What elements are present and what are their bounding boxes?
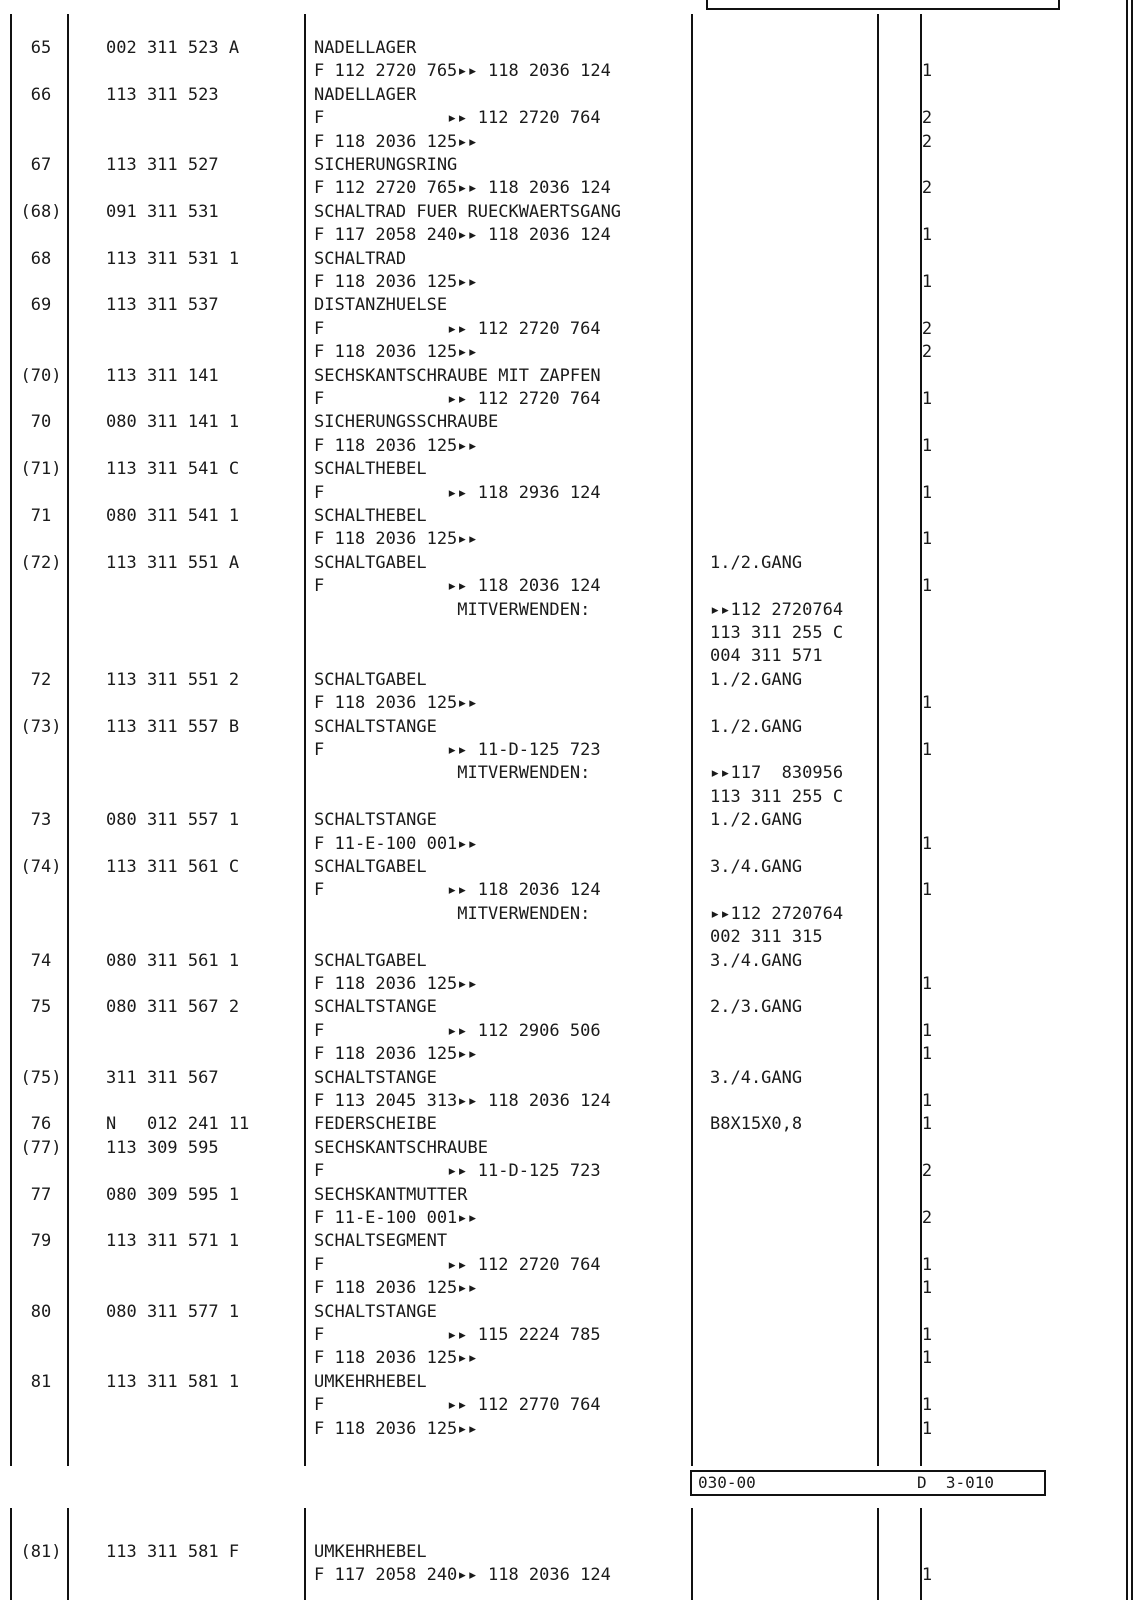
cell-part: 113 309 595	[106, 1137, 219, 1158]
column-rule	[304, 1508, 306, 1600]
cell-lineno: 72	[30, 669, 52, 690]
cell-lineno: 80	[30, 1301, 52, 1322]
cell-desc: SCHALTHEBEL	[314, 506, 427, 526]
cell-qty: 2	[921, 1208, 933, 1228]
column-rule	[691, 1508, 693, 1600]
cell-desc: SECHSKANTSCHRAUBE	[314, 1137, 488, 1158]
cell-qty: 2	[921, 131, 933, 152]
cell-remark: 113 311 255 C	[710, 623, 844, 643]
cell-desc: SCHALTGABEL	[314, 552, 427, 573]
cell-part: 080 311 541 1	[106, 506, 240, 526]
cell-desc: SICHERUNGSRING	[314, 155, 458, 175]
cell-lineno: 74	[30, 950, 52, 971]
cell-desc: F ▸▸ 112 2720 764	[314, 318, 601, 339]
cell-desc: MITVERWENDEN:	[314, 599, 591, 620]
cell-part: 113 311 551 A	[106, 552, 240, 573]
cell-remark: 3./4.GANG	[710, 857, 803, 877]
cell-lineno: 76	[30, 1114, 52, 1135]
cell-qty: 1	[921, 435, 933, 456]
cell-remark: 1./2.GANG	[710, 669, 803, 690]
footer-reference-box	[690, 1470, 1046, 1496]
cell-part: 113 311 551 2	[106, 669, 240, 690]
footer-code: 030-00	[698, 1473, 756, 1492]
cell-desc: FEDERSCHEIBE	[314, 1114, 437, 1135]
cell-desc: F 118 2036 125▸▸	[314, 974, 478, 994]
cell-lineno: (70)	[20, 365, 62, 386]
cell-desc: F ▸▸ 112 2720 764	[314, 1254, 601, 1275]
cell-desc: SCHALTRAD	[314, 248, 407, 269]
cell-part: 113 311 531 1	[106, 248, 240, 269]
cell-desc: F ▸▸ 118 2036 124	[314, 576, 601, 597]
cell-lineno: (73)	[20, 716, 62, 737]
cell-lineno: 75	[30, 997, 52, 1018]
cell-part: 080 311 567 2	[106, 997, 240, 1018]
right-border	[1126, 0, 1128, 1600]
cell-part: 080 309 595 1	[106, 1184, 240, 1205]
column-rule	[304, 14, 306, 1466]
cell-qty: 1	[921, 833, 933, 854]
cell-lineno: (68)	[20, 201, 62, 222]
cell-part: 113 311 571 1	[106, 1231, 240, 1252]
cell-qty: 1	[921, 1254, 933, 1275]
cell-remark: 002 311 315	[710, 927, 823, 948]
cell-lineno: (71)	[20, 459, 62, 480]
cell-part: 091 311 531	[106, 201, 219, 222]
cell-lineno: (81)	[20, 1542, 62, 1562]
cell-desc: F ▸▸ 11-D-125 723	[314, 1161, 601, 1182]
cell-remark: 113 311 255 C	[710, 786, 844, 807]
cell-lineno: 66	[30, 84, 52, 105]
cell-qty: 1	[921, 576, 933, 597]
cell-desc: F ▸▸ 118 2936 124	[314, 482, 601, 503]
cell-remark: 004 311 571	[710, 646, 823, 667]
cell-lineno: 65	[30, 38, 52, 58]
cell-qty: 2	[921, 178, 933, 199]
cell-desc: F 118 2036 125▸▸	[314, 342, 478, 363]
cell-desc: F 118 2036 125▸▸	[314, 1044, 478, 1065]
cell-remark: 1./2.GANG	[710, 716, 803, 737]
cell-part: 311 311 567	[106, 1067, 219, 1088]
cell-qty: 2	[921, 108, 933, 129]
cell-desc: SICHERUNGSSCHRAUBE	[314, 412, 499, 433]
footer-page: D 3-010	[917, 1473, 995, 1492]
cell-qty: 1	[921, 482, 933, 503]
cell-lineno: 73	[30, 810, 52, 831]
cell-part: 113 311 581 F	[106, 1542, 240, 1562]
cell-qty: 1	[921, 1348, 933, 1369]
cell-desc: SCHALTGABEL	[314, 857, 427, 877]
right-border	[1131, 0, 1133, 1600]
cell-remark: 3./4.GANG	[710, 950, 803, 971]
cell-desc: UMKEHRHEBEL	[314, 1542, 427, 1562]
cell-desc: F 118 2036 125▸▸	[314, 529, 478, 550]
cell-desc: F 117 2058 240▸▸ 118 2036 124	[314, 1565, 611, 1586]
cell-part: 113 311 561 C	[106, 857, 240, 877]
cell-lineno: 71	[30, 506, 52, 526]
cell-qty: 1	[921, 1091, 933, 1111]
cell-qty: 1	[921, 389, 933, 409]
cell-desc: SCHALTSTANGE	[314, 810, 437, 831]
cell-desc: F ▸▸ 112 2720 764	[314, 108, 601, 129]
cell-part: 113 311 523	[106, 84, 219, 105]
cell-qty: 2	[921, 1161, 933, 1182]
cell-desc: F ▸▸ 112 2770 764	[314, 1395, 601, 1416]
cell-desc: F ▸▸ 115 2224 785	[314, 1325, 601, 1345]
cell-part: 080 311 561 1	[106, 950, 240, 971]
cell-part: 113 311 141	[106, 365, 219, 386]
cell-desc: F ▸▸ 118 2036 124	[314, 880, 601, 901]
cell-part: 080 311 557 1	[106, 810, 240, 831]
cell-qty: 1	[921, 61, 933, 82]
cell-qty: 1	[921, 1278, 933, 1299]
cell-qty: 1	[921, 1114, 933, 1135]
cell-qty: 1	[921, 880, 933, 901]
cell-desc: MITVERWENDEN:	[314, 903, 591, 924]
cell-desc: F ▸▸ 11-D-125 723	[314, 740, 601, 760]
cell-part: N 012 241 11	[106, 1114, 250, 1135]
cell-remark: ▸▸117 830956	[710, 763, 844, 784]
cell-remark: ▸▸112 2720764	[710, 599, 844, 620]
column-rule	[10, 1508, 12, 1600]
cell-qty: 1	[921, 1020, 933, 1041]
cell-desc: F 118 2036 125▸▸	[314, 1278, 478, 1299]
cell-qty: 2	[921, 318, 933, 339]
cell-qty: 1	[921, 1325, 933, 1345]
cell-lineno: 70	[30, 412, 52, 433]
cell-part: 113 311 557 B	[106, 716, 240, 737]
cell-desc: F 117 2058 240▸▸ 118 2036 124	[314, 225, 611, 246]
cell-desc: F 112 2720 765▸▸ 118 2036 124	[314, 178, 611, 199]
cell-remark: 3./4.GANG	[710, 1067, 803, 1088]
cell-desc: UMKEHRHEBEL	[314, 1371, 427, 1392]
cell-lineno: (74)	[20, 857, 62, 877]
cell-lineno: 81	[30, 1371, 52, 1392]
cell-desc: SCHALTSTANGE	[314, 1301, 437, 1322]
cell-desc: F 118 2036 125▸▸	[314, 1348, 478, 1369]
cell-qty: 1	[921, 974, 933, 994]
cell-desc: F 118 2036 125▸▸	[314, 435, 478, 456]
cell-part: 002 311 523 A	[106, 38, 240, 58]
top-header-box	[706, 0, 1060, 10]
cell-desc: SCHALTSTANGE	[314, 997, 437, 1018]
cell-desc: F 118 2036 125▸▸	[314, 131, 478, 152]
cell-lineno: 77	[30, 1184, 52, 1205]
cell-remark: 1./2.GANG	[710, 552, 803, 573]
cell-desc: SCHALTRAD FUER RUECKWAERTSGANG	[314, 201, 622, 222]
cell-desc: MITVERWENDEN:	[314, 763, 591, 784]
cell-part: 113 311 581 1	[106, 1371, 240, 1392]
cell-qty: 1	[921, 1565, 933, 1586]
cell-part: 113 311 541 C	[106, 459, 240, 480]
cell-lineno: (75)	[20, 1067, 62, 1088]
cell-qty: 1	[921, 1044, 933, 1065]
cell-remark: ▸▸112 2720764	[710, 903, 844, 924]
cell-lineno: 68	[30, 248, 52, 269]
cell-qty: 1	[921, 1395, 933, 1416]
cell-lineno: 69	[30, 295, 52, 316]
cell-lineno: (77)	[20, 1137, 62, 1158]
cell-qty: 1	[921, 529, 933, 550]
column-rule	[67, 1508, 69, 1600]
cell-desc: SCHALTGABEL	[314, 669, 427, 690]
cell-desc: SECHSKANTMUTTER	[314, 1184, 468, 1205]
cell-desc: SCHALTSTANGE	[314, 1067, 437, 1088]
cell-desc: DISTANZHUELSE	[314, 295, 448, 316]
cell-qty: 1	[921, 272, 933, 292]
cell-desc: NADELLAGER	[314, 84, 417, 105]
cell-desc: F 118 2036 125▸▸	[314, 693, 478, 714]
cell-remark: 1./2.GANG	[710, 810, 803, 831]
cell-desc: F ▸▸ 112 2906 506	[314, 1020, 601, 1041]
cell-qty: 1	[921, 740, 933, 760]
cell-lineno: 67	[30, 155, 52, 175]
cell-remark: B8X15X0,8	[710, 1114, 803, 1135]
cell-desc: F 113 2045 313▸▸ 118 2036 124	[314, 1091, 611, 1111]
cell-lineno: 79	[30, 1231, 52, 1252]
cell-desc: F 11-E-100 001▸▸	[314, 833, 478, 854]
cell-desc: NADELLAGER	[314, 38, 417, 58]
cell-part: 080 311 577 1	[106, 1301, 240, 1322]
column-rule	[10, 14, 12, 1466]
cell-qty: 2	[921, 342, 933, 363]
cell-qty: 1	[921, 1418, 933, 1439]
cell-desc: SCHALTGABEL	[314, 950, 427, 971]
cell-desc: SECHSKANTSCHRAUBE MIT ZAPFEN	[314, 365, 601, 386]
column-rule	[691, 14, 693, 1466]
cell-lineno: (72)	[20, 552, 62, 573]
column-rule	[877, 1508, 879, 1600]
cell-desc: F 112 2720 765▸▸ 118 2036 124	[314, 61, 611, 82]
cell-part: 113 311 527	[106, 155, 219, 175]
cell-part: 080 311 141 1	[106, 412, 240, 433]
cell-qty: 1	[921, 225, 933, 246]
cell-desc: F 11-E-100 001▸▸	[314, 1208, 478, 1228]
cell-desc: F 118 2036 125▸▸	[314, 1418, 478, 1439]
cell-desc: F 118 2036 125▸▸	[314, 272, 478, 292]
cell-desc: SCHALTSEGMENT	[314, 1231, 448, 1252]
cell-desc: SCHALTSTANGE	[314, 716, 437, 737]
cell-remark: 2./3.GANG	[710, 997, 803, 1018]
column-rule	[67, 14, 69, 1466]
cell-desc: SCHALTHEBEL	[314, 459, 427, 480]
cell-part: 113 311 537	[106, 295, 219, 316]
cell-desc: F ▸▸ 112 2720 764	[314, 389, 601, 409]
cell-qty: 1	[921, 693, 933, 714]
column-rule	[877, 14, 879, 1466]
